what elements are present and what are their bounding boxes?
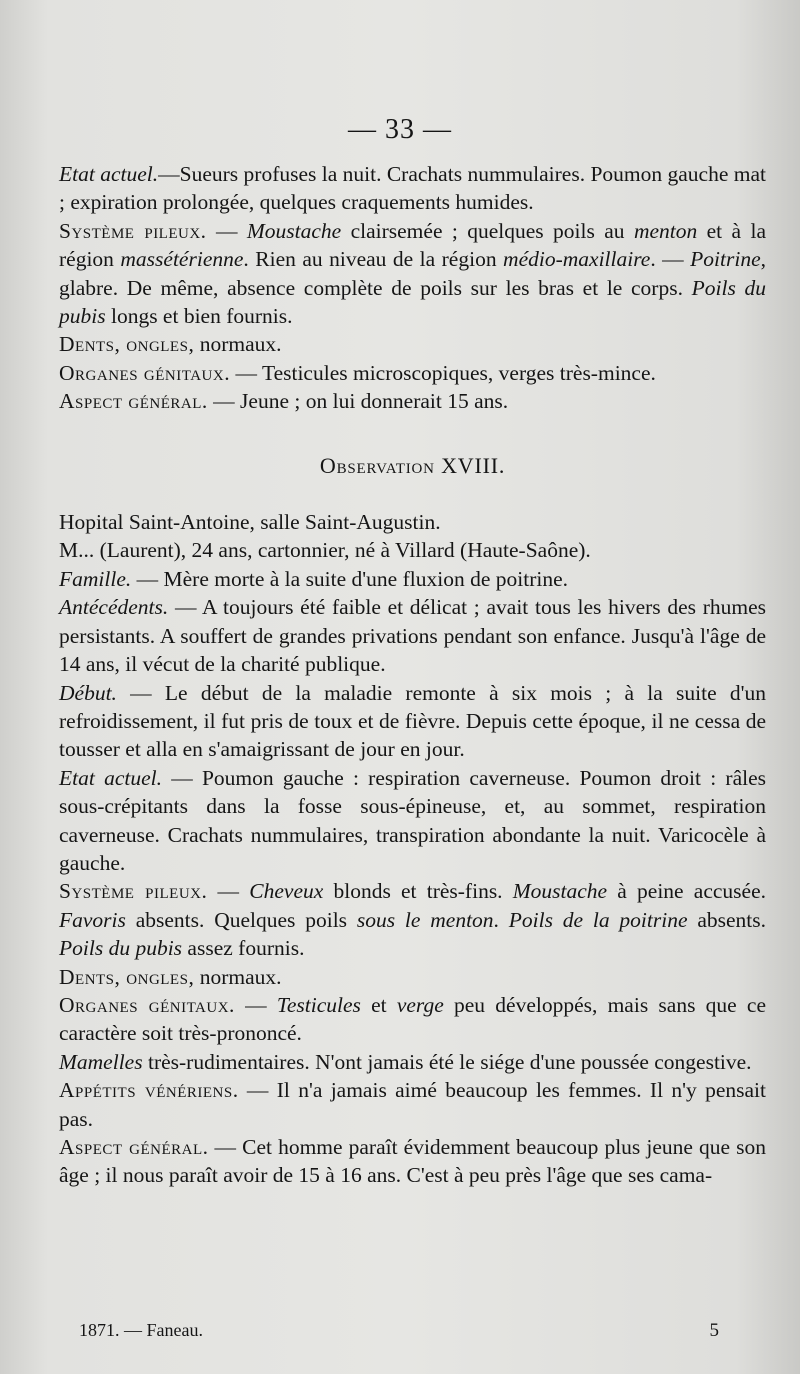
term-moustache: Moustache (512, 879, 608, 904)
page-footer (79, 1320, 719, 1342)
text-dents-2: normaux. (194, 964, 282, 989)
footer-signature: 1871. — Faneau. (79, 1320, 203, 1340)
footer-sheet-number: 5 (709, 1320, 719, 1341)
text-mamelles: très-rudimentaires. N'ont jamais été le siége d'une poussée congestive. (142, 1049, 752, 1074)
label-dents: Dents, ongles, (59, 332, 195, 357)
term-menton: menton (633, 218, 698, 243)
term-favoris: Favoris (59, 907, 126, 932)
paragraph-systeme-pileux (59, 217, 766, 331)
paragraph-mamelles (59, 1048, 766, 1076)
text-fragment: — (234, 992, 277, 1017)
text-fragment: absents. Quelques poils (125, 907, 357, 932)
text-etat-actuel-2: — Poumon gauche : respiration caverneuse. Poumon droit : râles sous-crépitants dans la fosse sous-épineuse, et, au sommet, respiration caverneuse. Crachats nummulaires, transpiration abondante la nuit. Varicocèle à gauche. (59, 765, 766, 875)
paragraph-antecedents (59, 593, 766, 678)
text-aspect: — Jeune ; on lui donnerait 15 ans. (207, 389, 509, 414)
paragraph-aspect-2 (59, 1133, 766, 1190)
term-verge: verge (396, 992, 444, 1017)
paragraph-systeme-pileux-2 (59, 877, 766, 962)
paragraph-organes-2 (59, 991, 766, 1048)
label-appetits: Appétits vénériens. (59, 1078, 239, 1103)
text-fragment: . Rien au niveau de la région (243, 247, 504, 272)
text-etat-actuel: —Sueurs profuses la nuit. Crachats nummulaires. Poumon gauche mat ; expiration prolongée, quelques craquements humides. (59, 162, 766, 215)
paragraph-famille (59, 565, 766, 593)
paragraph-etat-actuel (59, 160, 766, 217)
paragraph-dents (59, 330, 766, 358)
paragraph-hopital: Hopital Saint-Antoine, salle Saint-Augustin. (59, 510, 441, 535)
label-etat-actuel: Etat actuel. (59, 162, 159, 186)
label-organes-2: Organes génitaux. (59, 992, 235, 1017)
term-poils-pubis: Poils du pubis (59, 936, 183, 961)
text-appetits: — Il n'a jamais aimé beaucoup les femmes. Il n'y pensait pas. (59, 1078, 766, 1131)
label-antecedents: Antécédents. (59, 595, 169, 620)
paragraph-patient: M... (Laurent), 24 ans, cartonnier, né à Villard (Haute-Saône). (59, 538, 591, 563)
text-fragment: à peine accusée. (607, 879, 767, 904)
term-masseterienne: massétérienne (120, 247, 244, 272)
text-aspect-2: — Cet homme paraît évidemment beaucoup plus jeune que son âge ; il nous paraît avoir de 15 à 16 ans. C'est à peu près l'âge que ses cama- (59, 1135, 766, 1188)
observation-title: Observation XVIII. (319, 452, 506, 478)
term-poils-pubis: Poils du pubis (59, 275, 767, 329)
label-aspect: Aspect général. (59, 389, 208, 414)
label-mamelles: Mamelles (59, 1049, 143, 1074)
label-organes: Organes génitaux. (59, 360, 231, 385)
term-poitrine: Poitrine (690, 247, 761, 272)
page-number: — 33 — (348, 114, 452, 145)
text-fragment: et à la région (59, 218, 766, 272)
label-dents-2: Dents, ongles, (59, 964, 195, 989)
text-organes: — Testicules microscopiques, verges très-mince. (230, 360, 656, 385)
label-systeme-pileux: Système pileux. (59, 218, 207, 243)
paragraph-appetits (59, 1076, 766, 1133)
term-medio-maxillaire: médio-maxillaire (503, 247, 651, 272)
text-fragment: longs et bien fournis. (105, 304, 293, 329)
text-fragment: et (360, 992, 397, 1017)
text-fragment: , glabre. De même, absence complète de poils sur les bras et le corps. (59, 247, 766, 300)
term-moustache: Moustache (246, 218, 342, 243)
term-poils-poitrine: Poils de la poitrine (508, 907, 688, 932)
text-fragment: absents. (687, 907, 767, 932)
text-antecedents: — A toujours été faible et délicat ; avait tous les hivers des rhumes persistants. A souffert de grandes privations pendant son enfance. Jusqu'à l'âge de 14 ans, il vécut de la charité publique. (59, 595, 766, 677)
text-fragment: blonds et très-fins. (323, 879, 513, 904)
text-famille: — Mère morte à la suite d'une fluxion de poitrine. (131, 566, 568, 591)
paragraph-organes (59, 359, 766, 387)
label-famille: Famille. (59, 566, 132, 591)
text-fragment: assez fournis. (182, 936, 305, 961)
text-dents: normaux. (194, 332, 282, 357)
text-fragment: — (206, 218, 247, 243)
term-sous-le-menton: sous le menton (356, 907, 494, 932)
text-fragment: peu développés, mais sans que ce caractère soit très-prononcé. (59, 992, 766, 1046)
label-etat-actuel-2: Etat actuel. (59, 765, 162, 790)
paragraph-etat-actuel-2 (59, 764, 766, 878)
label-aspect-2: Aspect général. (59, 1135, 209, 1159)
label-debut: Début. (59, 680, 117, 705)
text-fragment: clairsemée ; quelques poils au (341, 218, 634, 243)
paragraph-dents-2 (59, 963, 766, 991)
text-debut: — Le début de la maladie remonte à six mois ; à la suite d'un refroidissement, il fut pris de toux et de fièvre. Depuis cette époque, il ne cessa de tousser et alla en s'amaigrissant de jour en jour. (59, 680, 766, 762)
text-fragment: . — (650, 247, 691, 272)
term-testicules: Testicules (276, 992, 361, 1017)
body-text (59, 160, 766, 1190)
paragraph-debut (59, 679, 766, 764)
label-systeme-pileux-2: Système pileux. (59, 879, 208, 904)
text-fragment: . (493, 907, 509, 932)
paragraph-aspect (59, 387, 766, 415)
term-cheveux: Cheveux (249, 879, 324, 904)
text-fragment: — (207, 879, 250, 904)
